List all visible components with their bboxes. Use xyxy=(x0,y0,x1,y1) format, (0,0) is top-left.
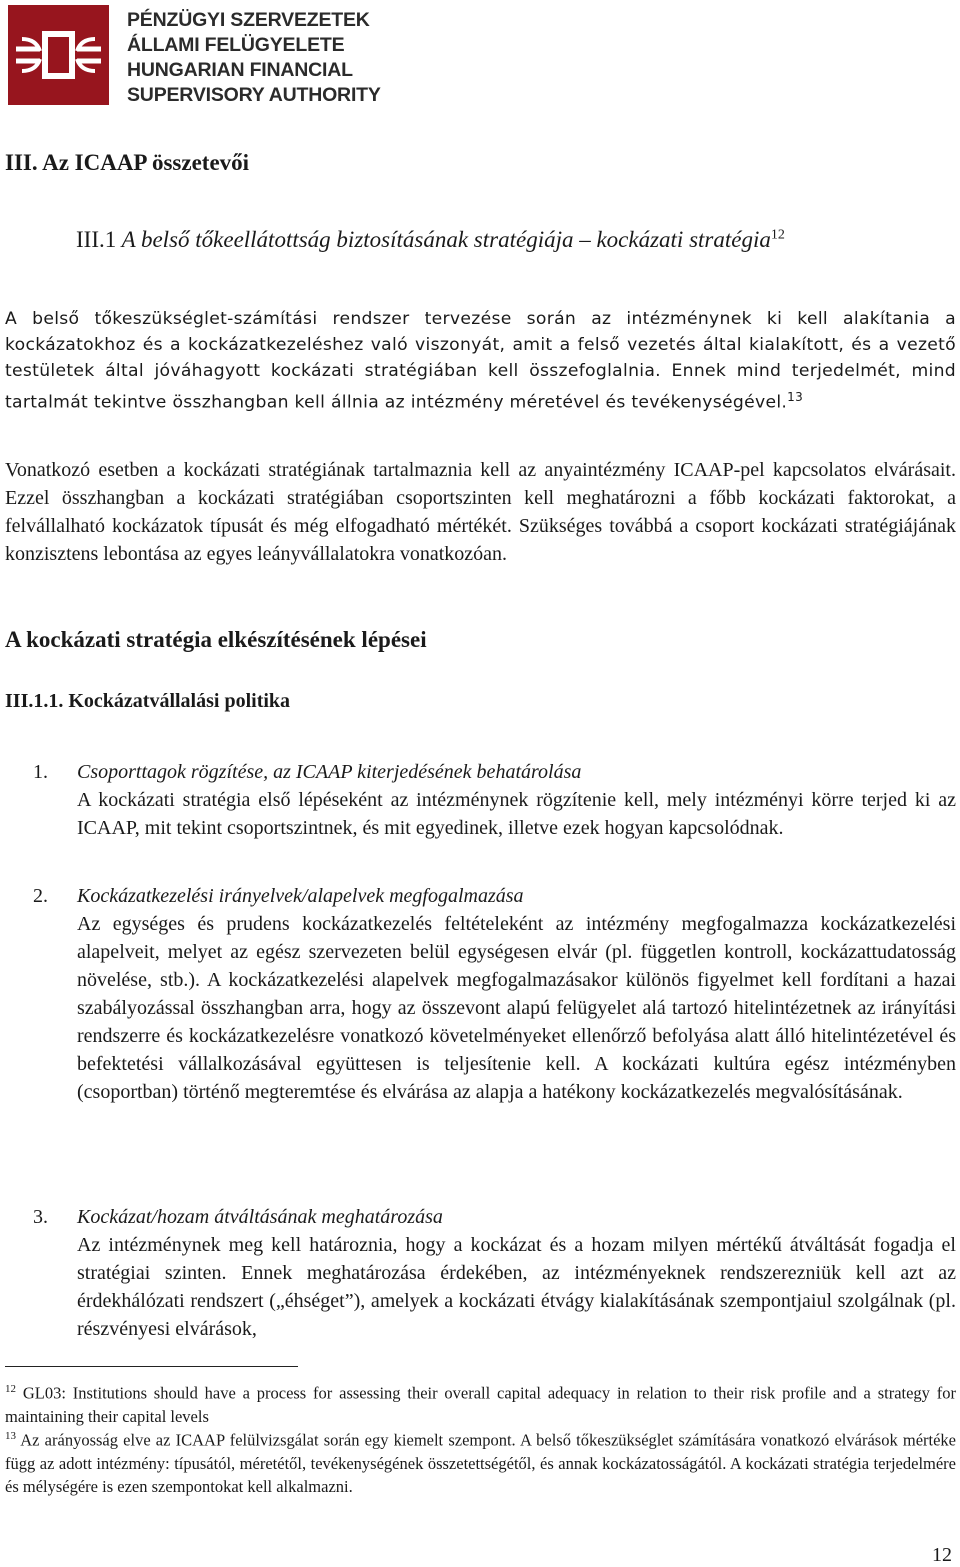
item-title: Kockázatkezelési irányelvek/alapelvek megfogalmazása xyxy=(77,885,524,907)
item-body: A kockázati stratégia első lépéseként az intézménynek rögzítenie kell, mely intézményi körre terjed ki az ICAAP, mit tekint csoportszintnek, és mit egyedinek, illetve ezek hogyan kapcsolódnak. xyxy=(77,789,956,839)
item-number: 1. xyxy=(33,761,48,783)
policy-heading: III.1.1. Kockázatvállalási politika xyxy=(5,690,291,712)
item-number: 3. xyxy=(33,1206,48,1228)
org-line: SUPERVISORY AUTHORITY xyxy=(127,84,381,106)
steps-heading: A kockázati stratégia elkészítésének lépései xyxy=(5,627,427,652)
item-body: Az egységes és prudens kockázatkezelés feltételeként az intézmény megfogalmazza kockázatkezelési alapelveit, melyet az egész szervezeten belül egységesen elvár (pl. független kontroll, kockázattudatosság növelése, stb.). A kockázatkezelési alapelvek megfogalmazásakor különös figyelmet kell fordítani a hazai szabályozással összhangban arra, hogy az összevont alapú felügyelet alá tartozó hitelintézetnek az irányítási rendszerre és kockázatkezelésre vonatkozó követelményeket ellenőrző befolyása alatt álló hitelintézetével és befektetési vállalkozásával együttesen is teljesítenie kell. A kockázati kultúra egész intézményben (csoportban) történő megteremtése és elvárása az alapja a hatékony kockázatkezelés megvalósításának. xyxy=(77,913,956,1103)
footnote-divider xyxy=(5,1366,298,1367)
subsection-title xyxy=(76,227,785,253)
paragraph-text: A belső tőkeszükséglet-számítási rendszer tervezése során az intézménynek ki kell alakítania a kockázatokhoz és a kockázatkezeléshez való viszonyát, amit a felső vezetés által kialakított, és a vezető testületek által jóváhagyott kockázati stratégiában kell összefoglalnia. Ennek mind terjedelmét, mind tartalmát tekintve összhangban kell állnia az intézmény méretével és tevékenységével. xyxy=(5,309,956,413)
list-item xyxy=(33,758,956,870)
subsection-number: III.1 xyxy=(76,227,117,252)
list-item xyxy=(33,1203,956,1343)
item-title: Kockázat/hozam átváltásának meghatározása xyxy=(77,1206,443,1228)
list-item xyxy=(33,882,956,1162)
org-line: ÁLLAMI FELÜGYELETE xyxy=(127,34,345,56)
footnote xyxy=(5,1425,956,1498)
authority-logo xyxy=(8,5,109,105)
intro-paragraph xyxy=(5,306,956,416)
organization-name xyxy=(127,8,381,108)
footnote-ref[interactable]: 13 xyxy=(787,390,804,404)
item-title: Csoporttagok rögzítése, az ICAAP kiterjedésének behatárolása xyxy=(77,761,582,783)
footnote-marker: 13 xyxy=(5,1430,16,1442)
item-body: Az intézménynek meg kell határoznia, hogy a kockázat és a hozam milyen mértékű átváltását fogadja el stratégiai szinten. Ennek meghatározása érdekében, az intézményeknek rendszerezniük kell azt az érdekhálózati rendszert („éhséget”), amelyek a kockázati étvágy kialakításának szempontjaiul szolgálnak (pl. részvényesi elvárások, xyxy=(77,1234,956,1340)
footnote-text: GL03: Institutions should have a process for assessing their overall capital adequacy in relation to their risk profile and a strategy for maintaining their capital levels xyxy=(5,1383,956,1426)
logo-emblem-icon xyxy=(8,5,109,105)
org-line: PÉNZÜGYI SZERVEZETEK xyxy=(127,9,370,31)
footnote-marker: 12 xyxy=(5,1383,16,1395)
subsection-text: A belső tőkeellátottság biztosításának stratégiája – kockázati stratégia xyxy=(121,227,771,252)
footnote xyxy=(5,1378,956,1428)
page-number: 12 xyxy=(932,1544,952,1566)
footnote-ref[interactable]: 12 xyxy=(770,227,785,243)
item-number: 2. xyxy=(33,885,48,907)
section-title: III. Az ICAAP összetevői xyxy=(5,150,250,175)
group-paragraph: Vonatkozó esetben a kockázati stratégiának tartalmaznia kell az anyaintézmény ICAAP-pel kapcsolatos elvárásait. Ezzel összhangban a kockázati stratégiában csoportszinten kell meghatározni a főbb kockázati faktorokat, a felvállalható kockázatok típusát és még elfogadható mértékét. Szükséges továbbá a csoport kockázati stratégiájának konzisztens lebontása az egyes leányvállalatokra vonatkozóan. xyxy=(5,459,956,565)
footnote-text: Az arányosság elve az ICAAP felülvizsgálat során egy kiemelt szempont. A belső tőkeszükséglet számítására vonatkozó elvárások mértéke függ az adott intézmény: típusától, méretétől, tevékenységének összetettségétől, és annak kockázatosságától. A kockázati stratégia terjedelmére és mélységére is ezen szempontokat kell alkalmazni. xyxy=(5,1430,956,1496)
org-line: HUNGARIAN FINANCIAL xyxy=(127,59,353,81)
